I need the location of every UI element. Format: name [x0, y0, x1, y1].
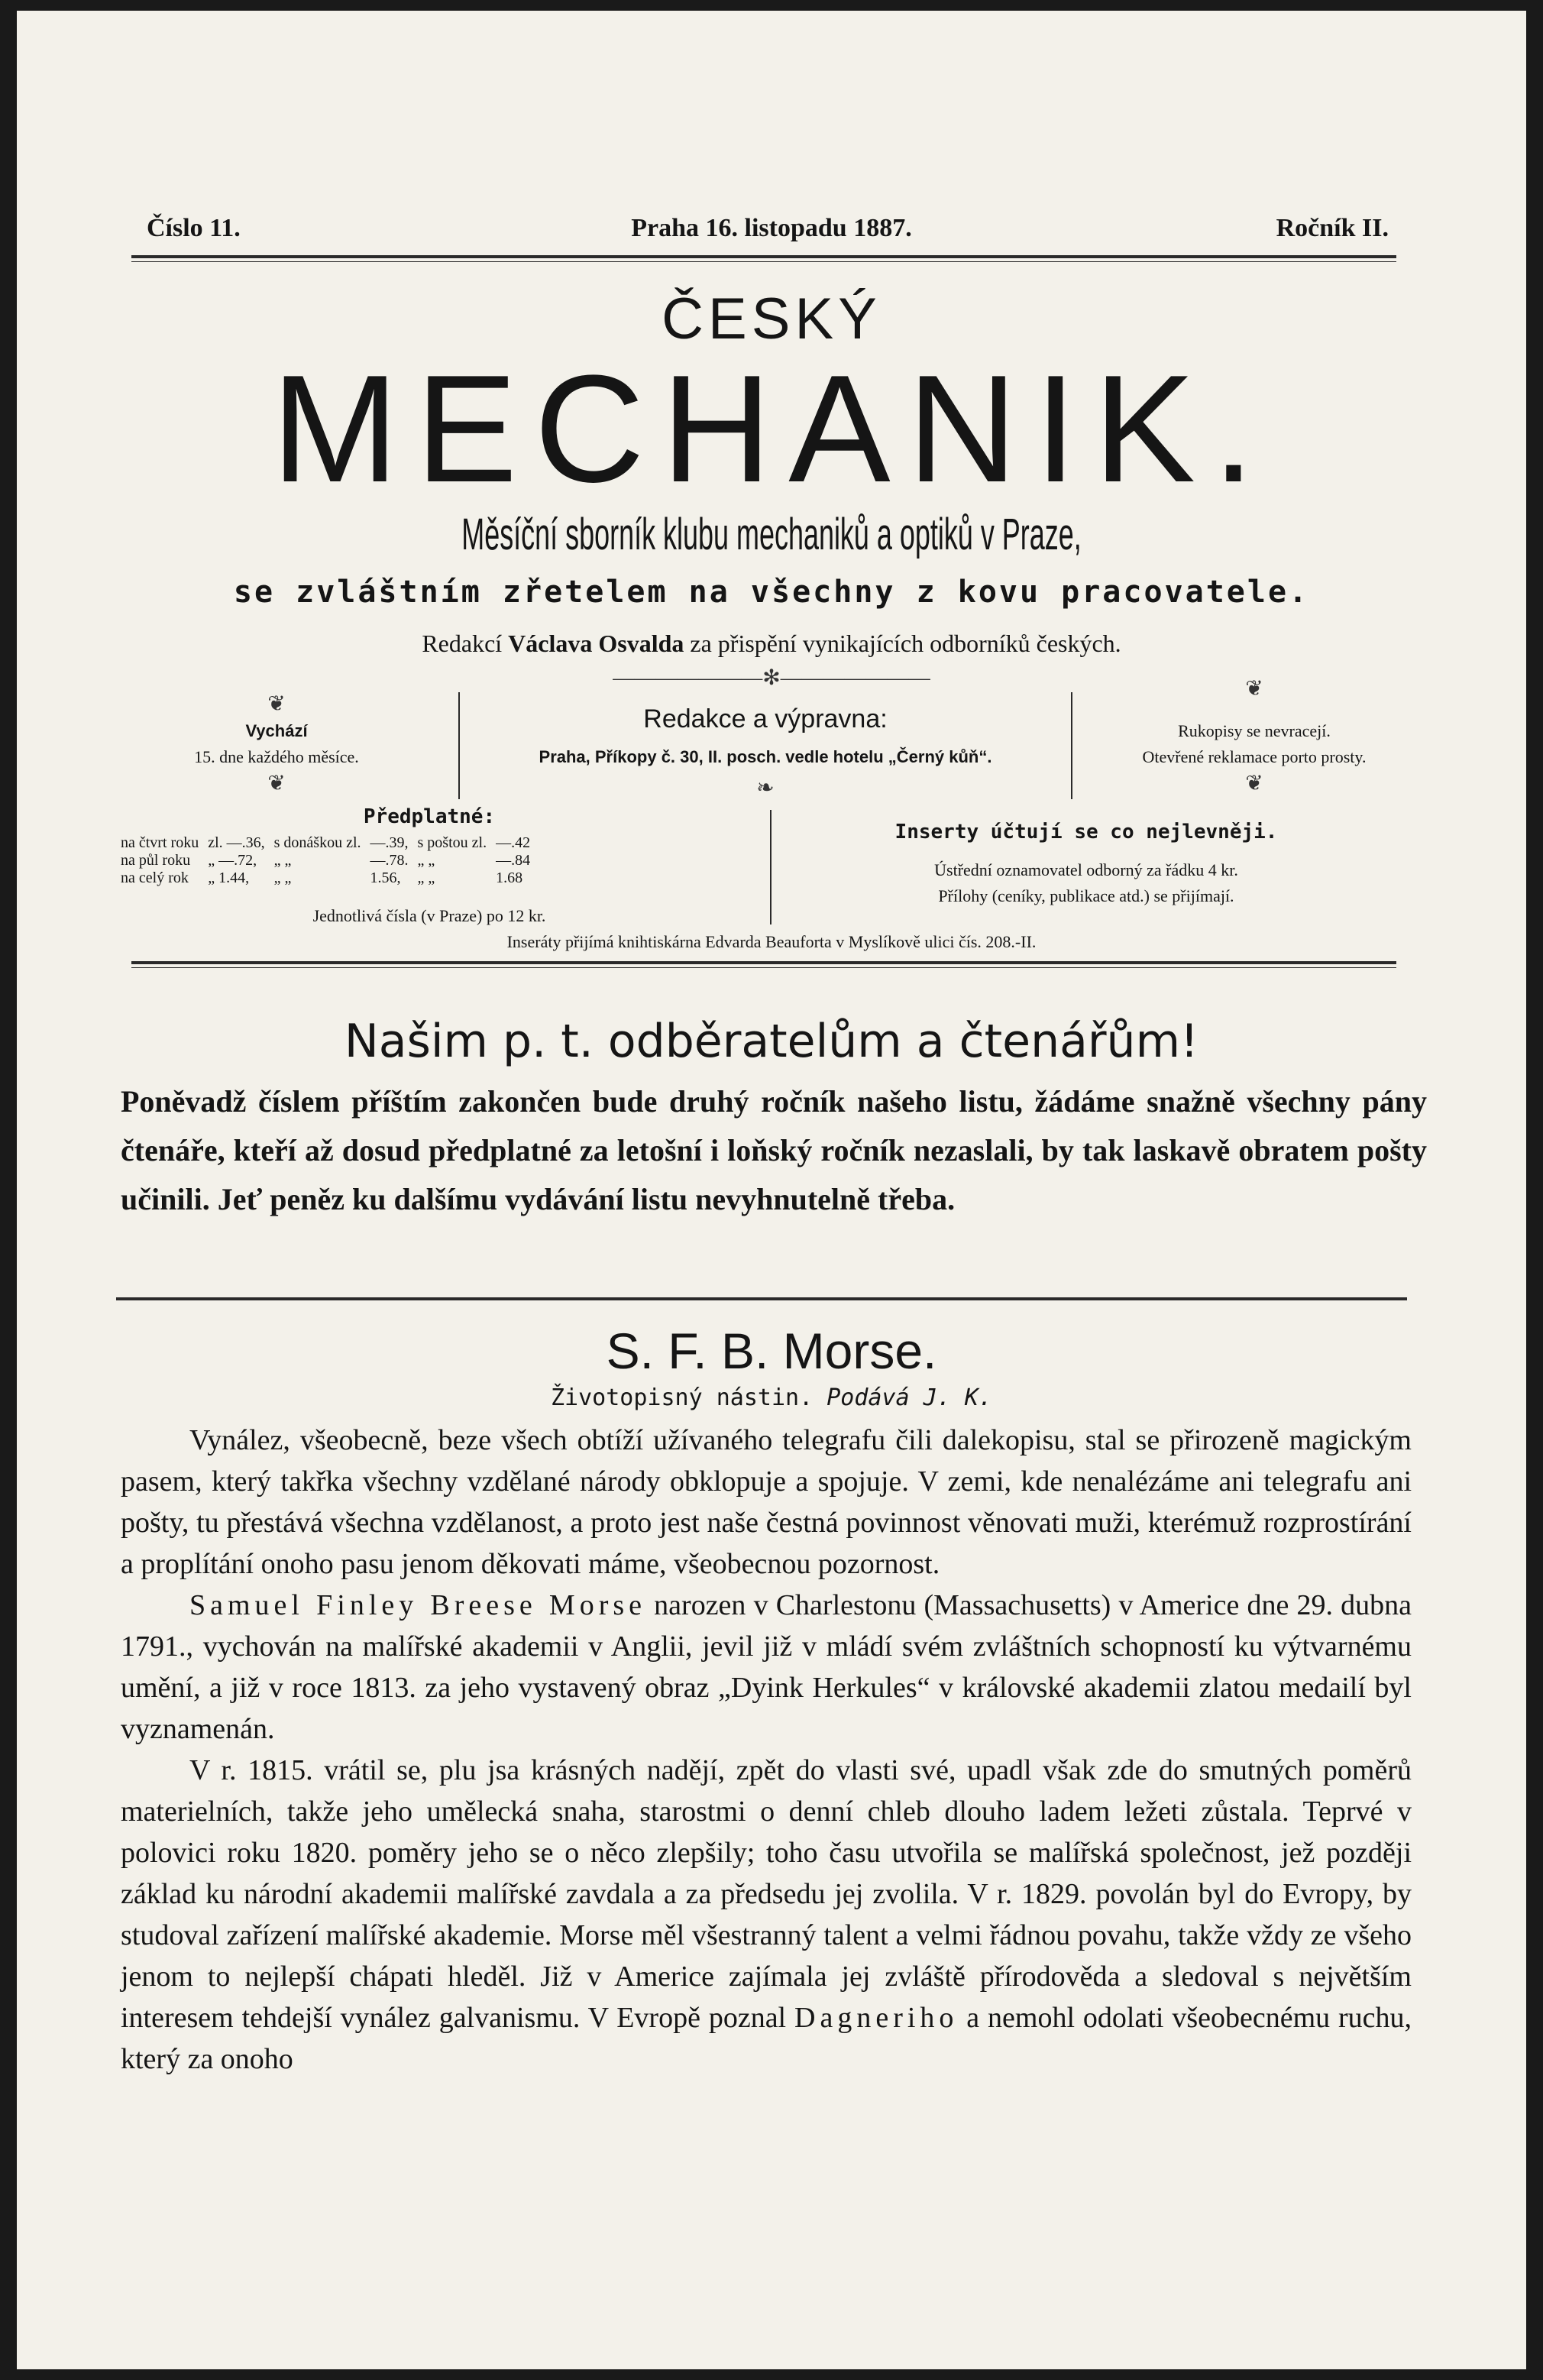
info-divider-left [458, 692, 460, 799]
byline-author: Podává J. K. [826, 1384, 992, 1411]
office-title: Redakce a výpravna: [643, 704, 888, 733]
editor-prefix: Redakcí [422, 630, 503, 657]
article-body [121, 1420, 1412, 2080]
editor-name: Václava Osvalda [508, 630, 684, 657]
newspaper-page [17, 11, 1526, 2369]
notice-body: Poněvadž číslem příštím zakončen bude druhý ročník našeho listu, žádáme snažně všechny pány čtenáře, kteří až dosud předplatné za letošní i loňský ročník nezaslali, by tak laskavě obratem pošty učinili. Jeť peněz ku dalšímu vydávání listu nevyhnutelně třeba. [121, 1084, 1427, 1216]
table-row [116, 852, 535, 869]
masthead-editor [17, 630, 1526, 658]
subscription-title: Předplatné: [363, 805, 496, 828]
place-date: Praha 16. listopadu 1887. [631, 214, 912, 242]
publication-schedule-title: Vychází [245, 721, 308, 740]
table-cell: „ „ [273, 852, 292, 869]
article-title: S. F. B. Morse. [606, 1323, 937, 1379]
table-cell: —.78. [370, 852, 409, 869]
table-cell: na půl roku [121, 852, 191, 869]
table-cell: s donáškou zl. [273, 834, 361, 851]
table-cell: —.42 [496, 834, 531, 851]
masthead-tagline: se zvláštním zřetelem na všechny z kovu pracovatele. [233, 575, 1310, 610]
volume-number: Ročník II. [1276, 214, 1389, 242]
table-cell: 1.68 [496, 869, 523, 886]
notice-rule [116, 1297, 1407, 1300]
masthead-bottom-rule [131, 961, 1396, 964]
ads-title: Inserty účtují se co nejlevněji. [894, 821, 1278, 844]
ornament-right-bottom-icon: ❦ [1245, 772, 1263, 795]
article-paragraph-2 [121, 1585, 1412, 1750]
table-cell: „ —.72, [208, 852, 257, 869]
table-cell: na celý rok [121, 869, 189, 886]
masthead-subtitle: Měsíční sborník klubu mechaniků a optiků v Praze, [461, 510, 1082, 559]
article-paragraph-1: Vynález, všeobecně, beze všech obtíží užívaného telegrafu čili dalekopisu, stal se přirozeně magickým pasem, který takřka všechny vzdělané národy obklopuje a spojuje. V zemi, kde nenalézáme ani telegrafu ani pošty, tu přestává všechna vzdělanost, a proto jest naše čestná povinnost věnovati muži, kterémuž rozprostírání a proplítání onoho pasu jenom děkovati máme, všeobecnou pozornost. [121, 1424, 1412, 1580]
table-cell: —.39, [370, 834, 409, 851]
table-cell: „ 1.44, [208, 869, 250, 886]
ornament-left-bottom-icon: ❦ [267, 772, 286, 795]
table-cell: „ „ [417, 869, 435, 886]
ornament-center-icon: ❧ [756, 776, 775, 800]
article-byline [17, 1384, 1526, 1411]
dagneri-name: Dagneriho [794, 2002, 959, 2034]
header-rule-thin [131, 261, 1396, 262]
paragraph-3-text: V r. 1815. vrátil se, plu jsa krásných nadějí, zpět do vlasti své, upadl však zde do smutných poměrů materielních, takže jeho umělecká snaha, starostmi o denní chleb dlouho ladem ležeti zůstala. Teprvé v polovici roku 1820. poměry jeho se o něco zlepšily; toho času utvořila se malířská společnost, jež později základ ku národní akademii malířské zavdala a za předsedu jej zvolila. V r. 1829. povolán byl do Evropy, by studoval zařízení malířské akademie. Morse měl všestranný talent a velmi řádnou povahu, takže vždy ze všeho jenom to nejlepší chápati hleděl. Již v Americe zajímala jej zvláště přírodověda a sledoval s největším interesem tehdejší vynález galvanismu. V Evropě poznal [121, 1754, 1412, 2034]
reclamation-note: Otevřené reklamace porto prosty. [1142, 747, 1367, 766]
subscription-table [116, 834, 535, 887]
manuscripts-note: Rukopisy se nevracejí. [1178, 721, 1331, 740]
ornament-right-top-icon: ❦ [1245, 677, 1263, 701]
table-row [116, 869, 535, 887]
morse-name: Samuel Finley Breese Morse [189, 1589, 647, 1621]
inserat-line: Inseráty přijímá knihtiskárna Edvarda Beauforta v Myslíkově ulici čís. 208.-II. [506, 932, 1037, 951]
paragraph-3-end: a nemohl odolati všeobecnému ruchu, který za onoho [121, 2002, 1412, 2075]
table-cell: na čtvrt roku [121, 834, 199, 851]
article-paragraph-3 [121, 1750, 1412, 2080]
masthead-bottom-rule-thin [131, 967, 1396, 968]
header-rule [131, 255, 1396, 258]
issue-number: Číslo 11. [147, 214, 241, 242]
masthead-title-big: MECHANIK. [271, 344, 1272, 514]
single-issue-price: Jednotlivá čísla (v Praze) po 12 kr. [312, 906, 546, 925]
table-cell: „ „ [273, 869, 292, 886]
table-cell: —.84 [496, 852, 531, 869]
subscription-divider [770, 810, 772, 924]
table-cell: zl. —.36, [208, 834, 265, 851]
editor-suffix: za přispění vynikajících odborníků českých. [690, 630, 1121, 657]
table-cell: 1.56, [370, 869, 401, 886]
paragraph-2-text: narozen v Charlestonu (Massachusetts) v Americe dne 29. dubna 1791., vychován na malířské akademii v Anglii, jevil již v mládí svém zvláštních schopností ku výtvarnému umění, a již v roce 1813. za jeho vystavený obraz „Dyink Herkules“ v královské akademii zlatou medailí byl vyznamenán. [121, 1589, 1412, 1745]
table-cell: s poštou zl. [417, 834, 487, 851]
ornament-left-top-icon: ❦ [267, 692, 286, 716]
table-row [116, 834, 535, 852]
masthead-title-small: ČESKÝ [662, 287, 881, 351]
ads-supplements: Přílohy (ceníky, publikace atd.) se přijímají. [938, 886, 1234, 905]
publication-schedule: 15. dne každého měsíce. [194, 747, 359, 766]
ornament-divider-icon: ———————✻——————— [613, 666, 930, 690]
table-cell: „ „ [417, 852, 435, 869]
info-divider-right [1071, 692, 1072, 799]
byline-subtitle: Životopisný nástin. [551, 1384, 814, 1411]
notice-title: Našim p. t. odběratelům a čtenářům! [344, 1015, 1199, 1068]
office-address: Praha, Příkopy č. 30, II. posch. vedle hotelu „Černý kůň“. [539, 747, 992, 766]
ads-price: Ústřední oznamovatel odborný za řádku 4 kr. [934, 860, 1238, 879]
